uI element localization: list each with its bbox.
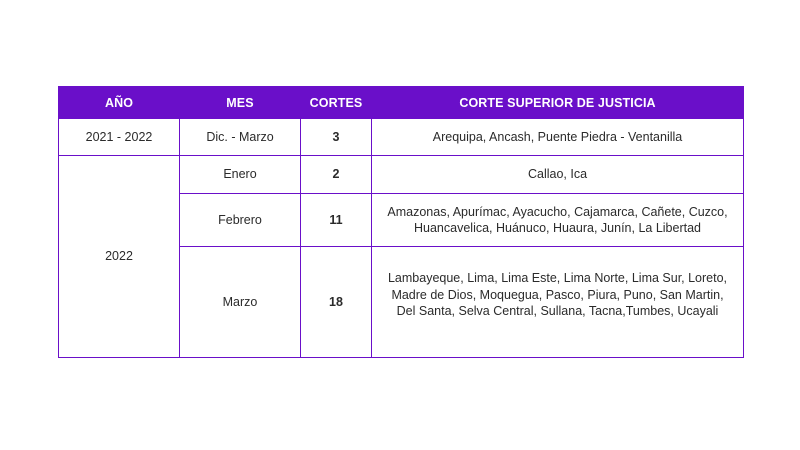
header-court: CORTE SUPERIOR DE JUSTICIA bbox=[372, 87, 744, 119]
courts-cell bbox=[372, 247, 744, 358]
table-row bbox=[59, 119, 744, 156]
month-cell: Febrero bbox=[180, 194, 301, 247]
table-body bbox=[59, 119, 744, 358]
header-year: AÑO bbox=[59, 87, 180, 119]
courts-text: Callao, Ica bbox=[527, 167, 588, 182]
courts-cell bbox=[372, 194, 744, 247]
month-cell: Enero bbox=[180, 156, 301, 194]
count-cell: 11 bbox=[301, 194, 372, 247]
count-cell: 3 bbox=[301, 119, 372, 156]
year-cell: 2021 - 2022 bbox=[59, 119, 180, 156]
month-cell: Dic. - Marzo bbox=[180, 119, 301, 156]
courts-text: Lambayeque, Lima, Lima Este, Lima Norte, Lima Sur, Loreto, Madre de Dios, Moquegua, Pasco, Piura, Puno, San Martin, Del Santa, Selva Central, Sullana, Tacna,Tumbes, Ucayali bbox=[387, 271, 728, 319]
header-count: CORTES bbox=[301, 87, 372, 119]
courts-text: Arequipa, Ancash, Puente Piedra - Ventanilla bbox=[432, 129, 683, 144]
table-header bbox=[59, 87, 744, 119]
count-cell: 18 bbox=[301, 247, 372, 358]
count-cell: 2 bbox=[301, 156, 372, 194]
month-cell: Marzo bbox=[180, 247, 301, 358]
courts-cell bbox=[372, 119, 744, 156]
year-cell: 2022 bbox=[59, 156, 180, 358]
courts-table bbox=[58, 86, 744, 358]
courts-text: Amazonas, Apurímac, Ayacucho, Cajamarca, Cañete, Cuzco, Huancavelica, Huánuco, Huaura, Junín, La Libertad bbox=[387, 204, 728, 235]
courts-cell bbox=[372, 156, 744, 194]
table-row bbox=[59, 156, 744, 194]
header-month: MES bbox=[180, 87, 301, 119]
header-row bbox=[59, 87, 744, 119]
